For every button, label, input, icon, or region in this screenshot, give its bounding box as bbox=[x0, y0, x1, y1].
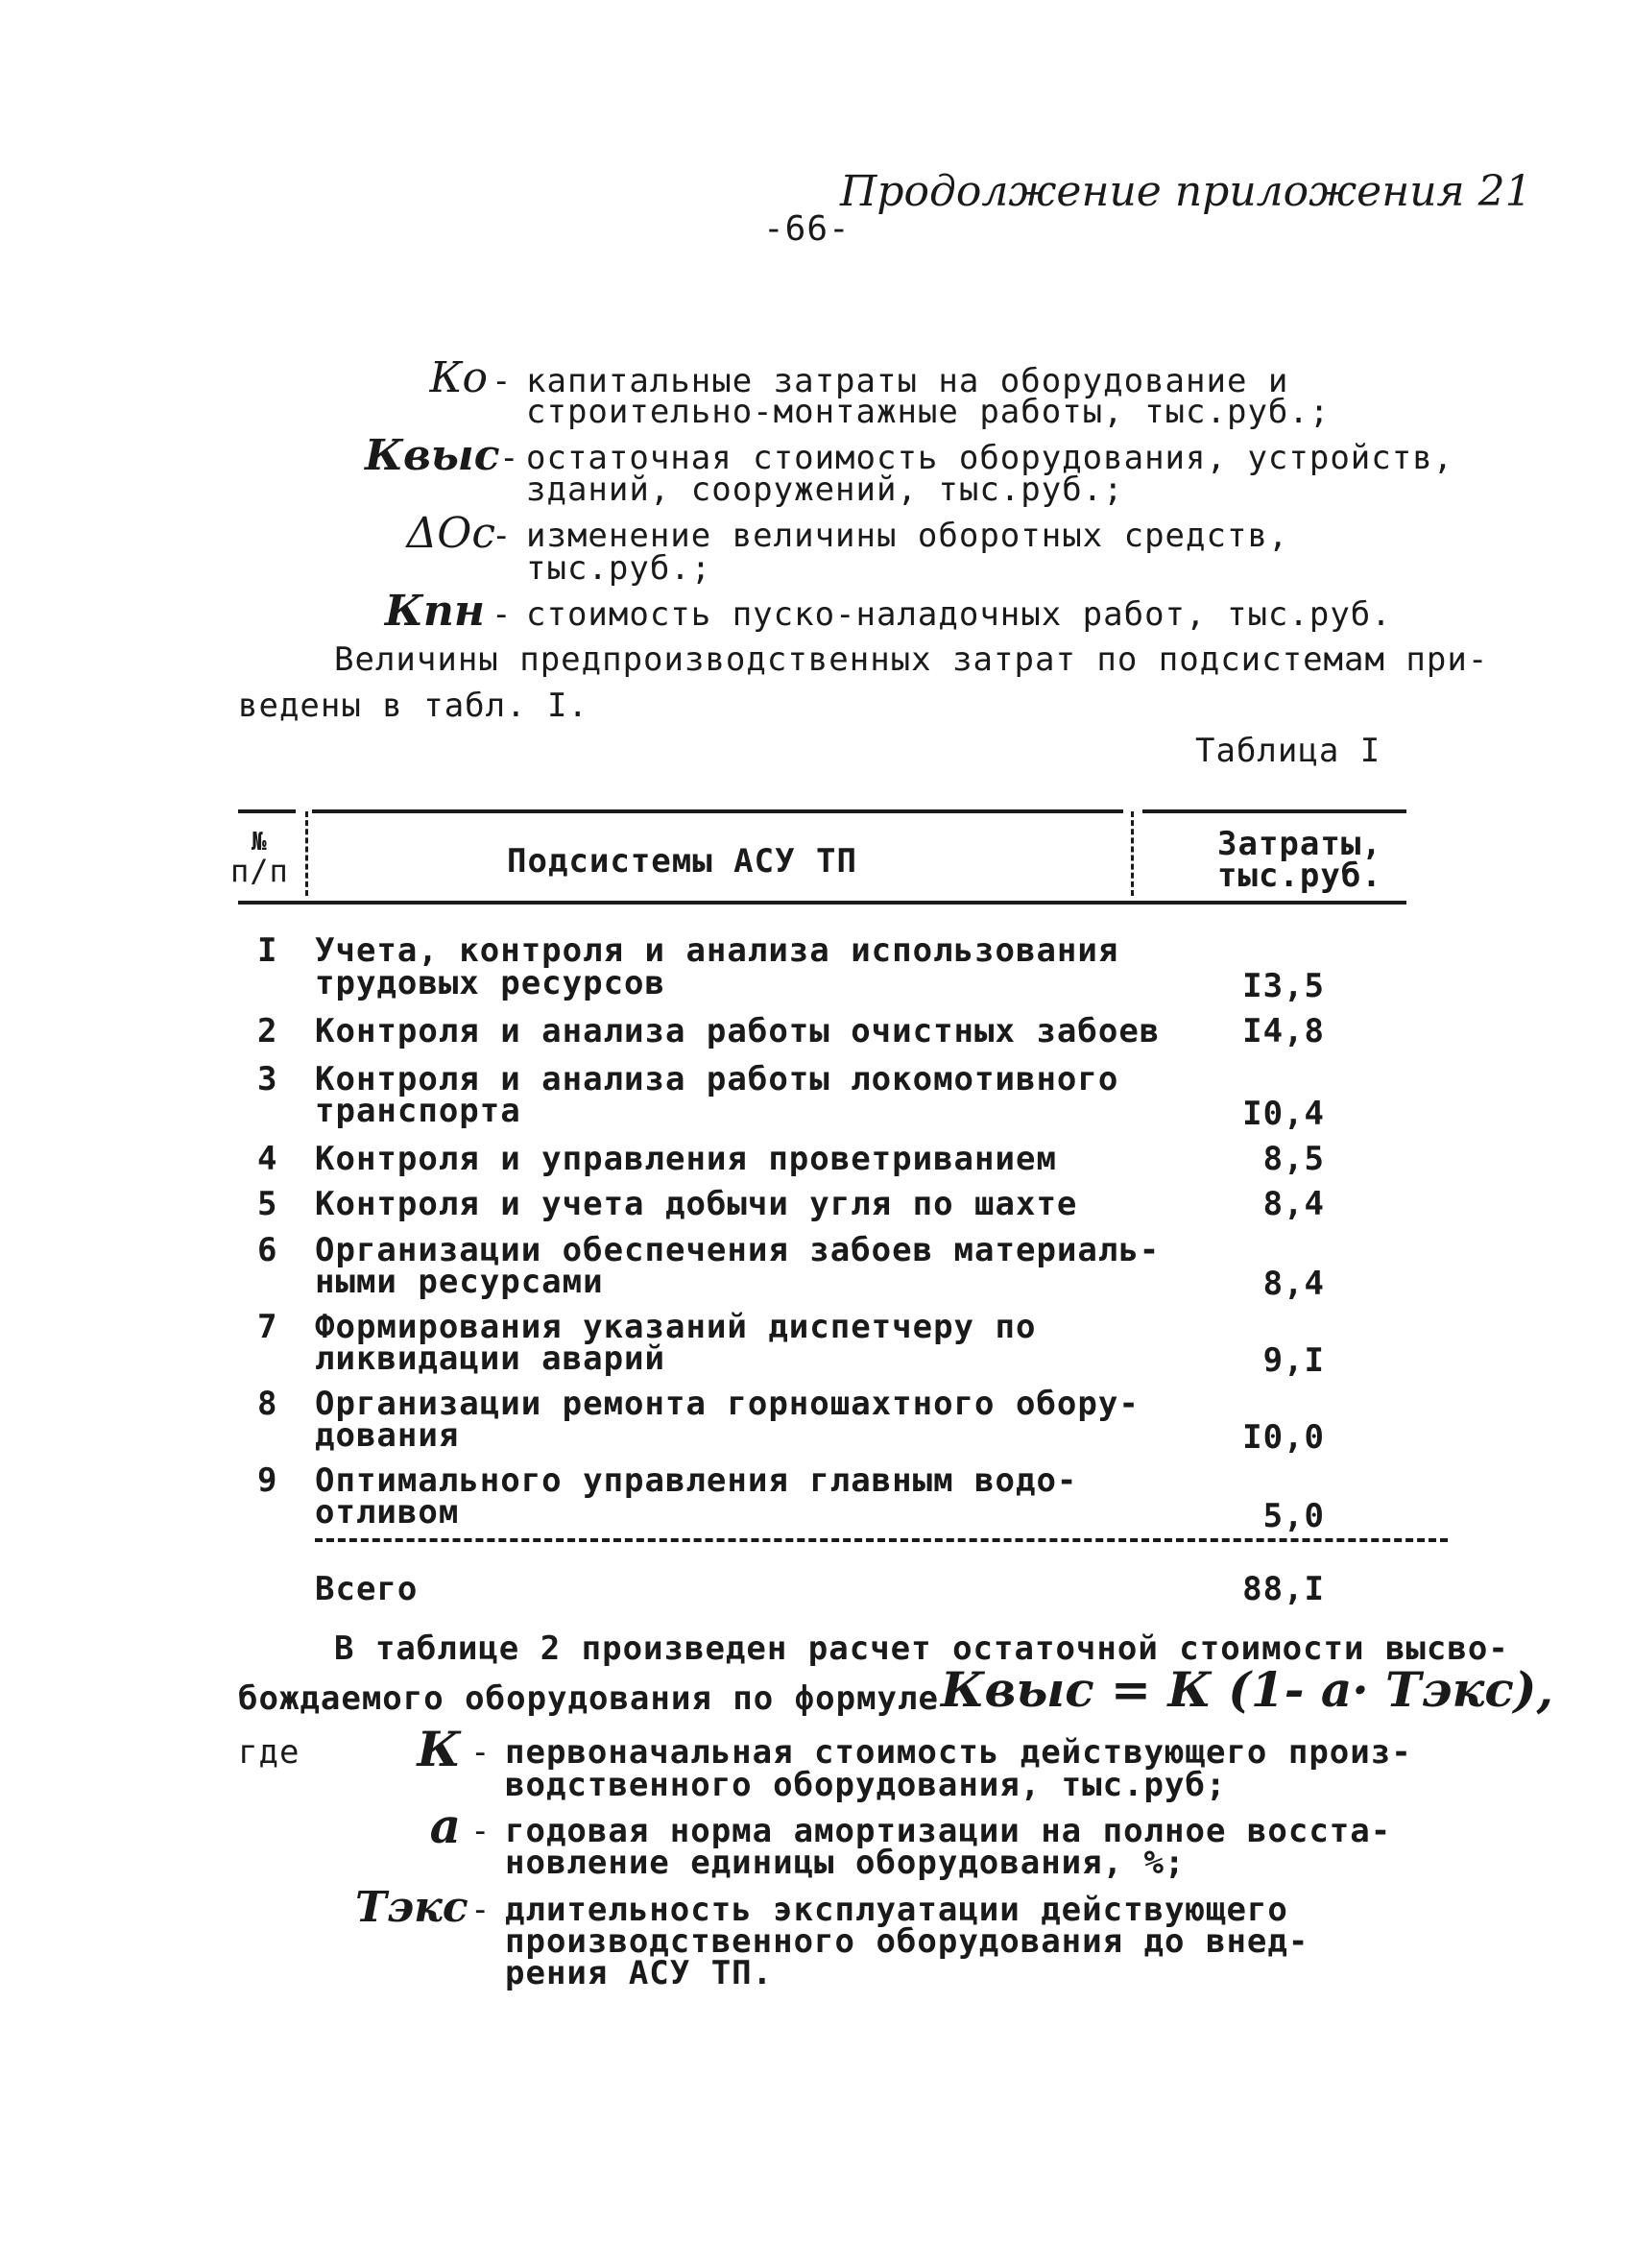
row-number: 5 bbox=[257, 1185, 278, 1223]
symbol-ko: Ко bbox=[429, 353, 488, 402]
total-separator bbox=[315, 1538, 1448, 1542]
symbol-a: а bbox=[429, 1798, 461, 1854]
definition-text: новление единицы оборудования, %; bbox=[505, 1844, 1186, 1882]
table-header-rule bbox=[238, 901, 1406, 905]
row-number: 8 bbox=[257, 1385, 278, 1423]
header-cost: тыс.руб. bbox=[1217, 857, 1382, 895]
dash: - bbox=[492, 595, 513, 634]
header-num: п/п bbox=[230, 853, 289, 889]
header-num: № bbox=[252, 828, 268, 857]
intro-line: ведены в табл. I. bbox=[238, 687, 588, 725]
row-name: Формирования указаний диспетчеру по bbox=[315, 1308, 1037, 1346]
definition-text: длительность эксплуатации действующего bbox=[505, 1891, 1288, 1929]
row-number: 7 bbox=[257, 1308, 278, 1346]
definition-text: годовая норма амортизации на полное восста- bbox=[505, 1812, 1392, 1850]
definition-text: производственного оборудования до внед- bbox=[505, 1922, 1309, 1961]
definition-text: рения АСУ ТП. bbox=[505, 1954, 774, 1992]
row-name: ными ресурсами bbox=[315, 1263, 604, 1301]
row-name: Контроля и анализа работы очистных забоев bbox=[315, 1012, 1161, 1050]
definition-text: первоначальная стоимость действующего произ- bbox=[505, 1733, 1412, 1772]
table-top-rule bbox=[1142, 809, 1406, 813]
row-name: Контроля и управления проветриванием bbox=[315, 1140, 1057, 1178]
table-caption: Таблица I bbox=[1195, 732, 1381, 770]
definition-text: водственного оборудования, тыс.руб; bbox=[505, 1766, 1227, 1804]
symbol-k: К bbox=[417, 1721, 461, 1777]
row-value: 5,0 bbox=[1262, 1497, 1325, 1535]
row-value: I3,5 bbox=[1242, 967, 1325, 1005]
definition-text: изменение величины оборотных средств, bbox=[526, 517, 1289, 555]
column-separator bbox=[1131, 811, 1134, 896]
row-name: Учета, контроля и анализа использования bbox=[315, 931, 1119, 970]
definition-text: капитальные затраты на оборудование и bbox=[526, 362, 1289, 400]
symbol-kvys: Квыс bbox=[365, 431, 500, 480]
row-value: I0,4 bbox=[1242, 1095, 1325, 1133]
symbol-delta-oc: ΔОс bbox=[406, 509, 495, 558]
total-value: 88,I bbox=[1242, 1570, 1325, 1608]
page-number: -66- bbox=[763, 209, 851, 249]
continuation-note: Продолжение приложения 21 bbox=[840, 167, 1532, 216]
header-cost: Затраты, bbox=[1217, 825, 1382, 863]
paragraph-line: В таблице 2 произведен расчет остаточной стоимости высво- bbox=[334, 1629, 1509, 1668]
row-value: 8,4 bbox=[1262, 1265, 1325, 1303]
formula: Квыс = К (1- а· Тэкс), bbox=[941, 1661, 1553, 1718]
definition-text: строительно-монтажные работы, тыс.руб.; bbox=[526, 393, 1331, 431]
row-value: 8,5 bbox=[1262, 1140, 1325, 1178]
row-number: 3 bbox=[257, 1060, 278, 1098]
row-name: Организации обеспечения забоев материаль- bbox=[315, 1231, 1161, 1269]
header-name: Подсистемы АСУ ТП bbox=[507, 842, 857, 881]
row-value: 9,I bbox=[1262, 1341, 1325, 1380]
row-number: I bbox=[257, 931, 278, 970]
row-name: Оптимального управления главным водо- bbox=[315, 1461, 1078, 1500]
row-name: Контроля и анализа работы локомотивного bbox=[315, 1060, 1119, 1098]
intro-line: Величины предпроизводственных затрат по подсистемам при- bbox=[334, 640, 1489, 679]
row-name: отливом bbox=[315, 1493, 460, 1532]
dash: - bbox=[470, 1891, 492, 1929]
dash: - bbox=[499, 439, 520, 477]
row-name: Контроля и учета добычи угля по шахте bbox=[315, 1185, 1078, 1223]
row-value: I4,8 bbox=[1242, 1012, 1325, 1050]
definition-text: зданий, сооружений, тыс.руб.; bbox=[526, 470, 1124, 509]
row-name: Организации ремонта горношахтного обору- bbox=[315, 1385, 1140, 1423]
row-number: 6 bbox=[257, 1231, 278, 1269]
definition-text: стоимость пуско-наладочных работ, тыс.руб. bbox=[526, 595, 1392, 634]
row-number: 4 bbox=[257, 1140, 278, 1178]
row-value: I0,0 bbox=[1242, 1418, 1325, 1457]
dash: - bbox=[470, 1733, 492, 1772]
table-top-rule bbox=[238, 809, 296, 813]
row-value: 8,4 bbox=[1262, 1185, 1325, 1223]
symbol-teks: Тэкс bbox=[355, 1883, 468, 1932]
where-label: где bbox=[238, 1733, 300, 1772]
row-name: транспорта bbox=[315, 1092, 521, 1130]
row-number: 2 bbox=[257, 1012, 278, 1050]
dash: - bbox=[492, 362, 513, 400]
dash: - bbox=[492, 517, 513, 555]
symbol-kpn: Кпн bbox=[384, 587, 485, 636]
row-name: дования bbox=[315, 1416, 460, 1455]
paragraph-line: бождаемого оборудования по формуле bbox=[238, 1679, 939, 1718]
row-number: 9 bbox=[257, 1461, 278, 1500]
row-name: ликвидации аварий bbox=[315, 1339, 665, 1378]
row-name: трудовых ресурсов bbox=[315, 964, 665, 1002]
column-separator bbox=[305, 811, 308, 896]
dash: - bbox=[470, 1812, 492, 1850]
table-top-rule bbox=[312, 809, 1123, 813]
definition-text: остаточная стоимость оборудования, устройств, bbox=[526, 439, 1454, 477]
definition-text: тыс.руб.; bbox=[526, 549, 712, 588]
total-label: Всего bbox=[315, 1570, 419, 1608]
